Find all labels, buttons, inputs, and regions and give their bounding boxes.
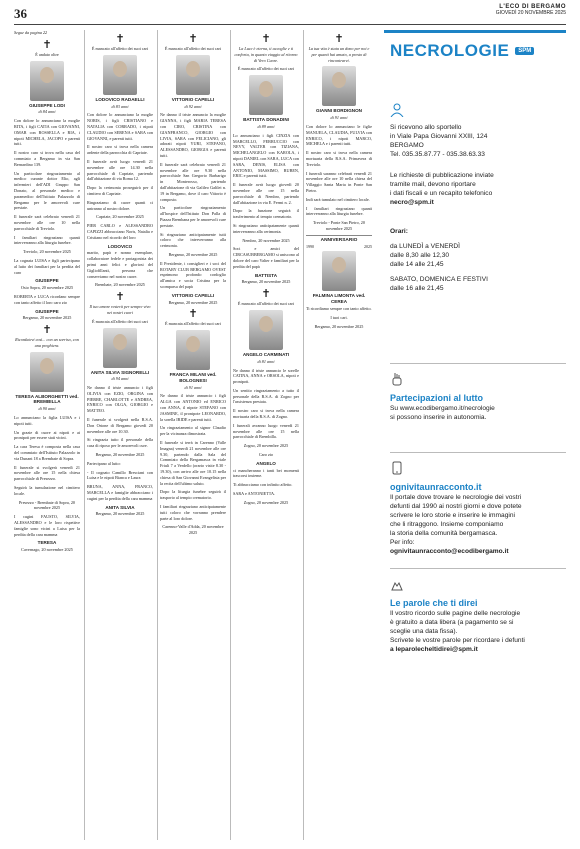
cross-icon: ✝ [115, 290, 125, 304]
deceased-name: TERESA [37, 540, 57, 546]
office-line: BERGAMO [390, 142, 424, 149]
notice-text: Il Presidente, i consiglieri e i soci del ROTARY CLUB BERGAMO OVEST esprimono profondo cordoglio all'amica e socia Cristina per la scomparsa del papà [160, 260, 226, 289]
notice-place-date: Zogno, 20 novembre 2025 [243, 499, 289, 505]
notice-place-date: Bergamo, 20 novembre 2025 [168, 299, 218, 305]
parole-email[interactable]: a leparolecheltidirei@spm.it [390, 646, 478, 653]
notice-text: Si ringraziano anticipatamente tutti coloro che interverranno alla cerimonia. [160, 231, 226, 249]
notice-intro: La tua vita è stata un dono per noi e per quanti hai amato, a presto di rincontrarvi. [308, 46, 370, 63]
ognivita-line: Per info: [390, 539, 415, 546]
header-rule [14, 24, 566, 25]
notice-text: Un ringraziamento al signor Claudio per la vicinanza dimostrata. [160, 425, 226, 437]
notice-text: La cognata LUISA e figli partecipano al lutto dei familiari per la perdita del caro [14, 257, 80, 275]
column-divider [157, 30, 158, 840]
hand-icon [390, 372, 404, 386]
notice-intro: Ricordatevi così... con un sorriso, con una preghiera. [15, 337, 79, 348]
deceased-name: VITTORIO CAPELLI [171, 96, 215, 102]
hands-icon [390, 577, 404, 591]
cross-icon: ✝ [334, 32, 344, 45]
portrait-photo [103, 328, 137, 368]
notice-place-date: Bergamo, 20 novembre 2025 [241, 279, 291, 285]
notice-intro: È mancato all'affetto dei suoi cari [237, 66, 295, 72]
sidebar-divider [390, 363, 566, 364]
notice-text: Si ringraziano anticipatamente quanti interverranno alla cerimonia. [233, 222, 299, 234]
portrait-photo [103, 55, 137, 95]
column-3 [160, 30, 226, 840]
ognivita-line: defunti dal 1990 ai nostri giorni e dove potete [390, 503, 522, 510]
deceased-name: GIANNI BORDIGNON [316, 108, 362, 114]
notice-text: ci mancheranno i tanti bei momenti trascorsi insieme. [233, 467, 299, 479]
notice-text: Un grazie di cuore ai nipoti e ai pronipoti per essere stati vicini. [14, 429, 80, 441]
notice-intro: È mancato all'affetto dei suoi cari [237, 301, 295, 307]
column-divider [303, 30, 304, 840]
notice-text: Lo annunciano la figlia LUISA e i nipoti tutti. [14, 415, 80, 426]
notice-text: BRUNA, ANNA, FRANCO, MARCELLA e famiglie abbracciano i cugini per la perdita della cara mamma [87, 484, 153, 501]
ognivita-line: Il portale dove trovare le necrologie dei vostri [390, 494, 522, 501]
notice-text: Il nostro caro si trova nella camera ardente della parrocchia di Capriate. [87, 144, 153, 156]
column-4 [233, 30, 299, 840]
cross-icon: ✝ [42, 37, 52, 51]
paper-masthead [496, 4, 566, 16]
deceased-name: TERESA ALBORGHETTI ved. BREMBILLA [15, 393, 79, 405]
notice-text: SARA e ANTONIETTA. [233, 491, 276, 497]
anniversary-heading: ANNIVERSARIO [306, 235, 372, 244]
notice-text: I cugini FAUSTO, SILVIA, ALESSANDRO e le loro rispettive famiglie sono vicini a Luisa per la perdita della cara mamma [14, 514, 80, 537]
deceased-name: FRANCA MILANI ved. BOLOGNESI [169, 372, 217, 383]
notice-text: Soci e amici del CIRCASUBBERGAMO si uniscono al dolore del caro Valter e familiari per la perdita del papà [233, 246, 299, 269]
notice-text: Un particolare ringraziamento al medico curante dottor Elio, agli infermieri dell'ADI Gruppo San Donato, al personale medico e paramedico dell'Istituto Palazzolo di Bergamo per le amorevoli cure prestate. [14, 170, 80, 211]
office-line: Si ricevono allo sportello [390, 124, 462, 131]
notice-text: Con dolore lo annunciano la moglie RITA, i figli CATIA con GIOVANNI, OMAR con ROSSELLA e RIA, i nipoti MICHELA, JACOPO e parenti tutti. [14, 118, 80, 147]
portrait-photo [30, 61, 64, 101]
cross-icon: ✝ [188, 307, 198, 321]
notice-text: Il nostro caro si trova nella camera mortuaria della R.S.A. Primavera di Treviolo. [306, 150, 372, 167]
notice-text: Con dolore lo annunciano le figlie MANUELA, CLAUDIA, FULVIA con ENRICO, i nipoti MARCO, MICHELA e i parenti tutti. [306, 123, 372, 147]
notice-intro: La Luce è eterna, ti accoglie e ti conforta, in quanto viaggio al ritorno di Vero Cuore. [234, 46, 298, 63]
sidebar-top [384, 30, 566, 61]
ognivita-title[interactable]: ognivitaunracconto.it [390, 482, 482, 492]
ognivita-email[interactable]: ognivitaunracconto@ecodibergamo.it [390, 548, 509, 555]
sidebar-brand [390, 41, 566, 61]
notice-text: I familiari ringraziano quanti interverranno alla liturgia funebre. [14, 234, 80, 246]
notice-text: - Il cognato Camillo Bresciani con Luisa e le nipoti Bianca e Laura [87, 469, 153, 481]
notice-text: Ti abbracciamo con infinito affetto. [233, 482, 293, 488]
mail-line: tramite mail, devono riportare [390, 181, 476, 188]
portrait-photo [322, 251, 356, 291]
deceased-age: di 83 anni [111, 103, 129, 109]
deceased-name: PALMINA LIMONTA ved. CEREA [312, 293, 366, 305]
deceased-age: di 89 anni [257, 123, 275, 129]
deceased-age: di 90 anni [38, 406, 56, 412]
notice-text: Con dolore lo annunciano la moglie NORIS, i figli CRISTIANO e NATALIA con CORRADO, i nipoti CLAUDIO con SERENA e SARA con GIOVANNI, e parenti tutti. [87, 112, 153, 141]
notice-intro: Partecipano al lutto: [87, 460, 121, 466]
notice-text: Si ringrazia tutto il personale della casa di riposo per le amorevoli cure. [87, 437, 153, 449]
partecipazioni-title: Partecipazioni al lutto [390, 393, 484, 403]
anniversary-years [306, 244, 372, 250]
notice-intro: Caro zio [258, 452, 274, 458]
portrait-photo [249, 310, 283, 350]
sidebar-divider [390, 452, 566, 453]
ognivita-line: che li ritraggono. Insieme componiamo [390, 521, 504, 528]
spm-logo: SPM [515, 47, 534, 55]
deceased-name: GIUSEPPE [35, 278, 59, 284]
cross-icon: ✝ [188, 32, 198, 45]
notice-text: Il funerale sarà celebrato venerdì 21 novembre alle ore 9.30 nella parrocchiale San Gregorio Barbarigo in Monterosso, partendo dall'abitazione di via Galileo Galilei n. 19 in Bergamo, dove il caro Vittorio è composto. [160, 161, 226, 202]
notice-text: Il nostro caro si trova nella casa del commiato a Bergamo in via San Bernardino 139. [14, 150, 80, 167]
page-number: 36 [14, 6, 27, 21]
mail-line: i dati fiscali e un recapito telefonico [390, 190, 493, 197]
notice-text: Il funerale sarà celebrato venerdì 21 novembre alle ore 10 nella parrocchiale di Treviolo. [14, 214, 80, 231]
office-phone: Tel. 035.35.87.77 - 035.38.63.33 [390, 151, 485, 158]
deceased-name: LODOVICO [107, 243, 133, 249]
partecipazioni-link[interactable]: Su www.ecodibergamo.it/necrologie [390, 405, 495, 412]
notice-text: Il funerale si svolgerà nella R.S.A. Don Orione di Bergamo giovedì 20 novembre alle ore 10.30. [87, 417, 153, 434]
paper-name: L'ECO DI BERGAMO [499, 4, 566, 10]
deceased-name: BATTISTA DONADINI [243, 117, 289, 123]
notice-intro: È andato oltre [35, 51, 59, 57]
mail-address[interactable]: necro@spm.it [390, 199, 434, 206]
portrait-photo [30, 352, 64, 392]
deceased-name: BATTISTA [254, 272, 278, 278]
portrait-photo [176, 330, 210, 370]
year-from: 1990 [306, 243, 314, 249]
notice-text: Il funerale si terrà in Carenno (Valle Imagna) venerdì 21 novembre alle ore 9.30, partendo dalla Sala del Commiato della Bergamasca in viale Friuli 7 a Verdello (orario visite 8.30 - 19.30), con arrivo alle ore 10.15 nella chiesa di San Giovanni Evangelista per la recita dell'ultimo saluto. [160, 440, 226, 486]
ognivita-line: scrivere le loro storie e inserire le immagini [390, 512, 515, 519]
notice-place-date: Capriate, 20 novembre 2025 [96, 214, 144, 220]
deceased-age: di 84 anni [38, 109, 56, 115]
ognivita-block [390, 461, 566, 556]
notice-place-date: Bergamo, 20 novembre 2025 [168, 251, 218, 257]
hours-line: dalle 8,30 alle 12,30 [390, 252, 450, 259]
notice-text: Dopo la funzione seguirà il trasferimento al tempio crematorio. [233, 208, 299, 220]
notice-place-date: Bergamo, 20 novembre 2025 [22, 315, 72, 321]
notice-text: Il funerale si svolgerà venerdì 21 novembre alle ore 15 nella chiesa parrocchiale di Presezzo. [14, 464, 80, 482]
partecipazioni-block [390, 372, 566, 422]
notice-text: Lo annunciano i figli CINZIA con MARCELLO, FERRUCCIO con NEVY, VALTER con TIZIANA, MICHELANGELO con KAROLA, i nipoti DANIEL con SARA, LUCA con SARA, DENIS, ELISA con ANTONIO, MASSIMO, RUBEN, ERIC e parenti tutti. [233, 132, 299, 179]
hours-line: SABATO, DOMENICA E FESTIVI [390, 276, 488, 283]
hours-title: Orari: [390, 228, 408, 235]
notice-text: Il nostro caro si trova nella camera mortuaria della R.S.A. di Zogno. [233, 408, 299, 420]
notice-intro: È mancata all'affetto dei suoi cari [92, 318, 148, 324]
notice-place-date: Carenno-Valle d'Adda, 20 novembre 2025 [162, 524, 224, 536]
paper-date: GIOVEDÌ 20 NOVEMBRE 2025 [495, 10, 566, 16]
notice-text: Ne danno il triste annuncio i figli OLIVIA con EZIO, ORGINA con PIERRE, CHARLOTTE e ANDREA, ENRICO con OLGA, GIORGIO e MATTEO. [87, 385, 153, 414]
notice-place-date: Bergamo, 20 novembre 2025 [314, 323, 364, 329]
notice-place-date: Brembate, 20 novembre 2025 [95, 282, 145, 288]
deceased-name: ANGELO CARMINATI [242, 351, 290, 357]
notice-place-date: Osio Sopra, 20 novembre 2025 [20, 285, 74, 291]
notice-text: I familiari ringraziano anticipatamente tutti coloro che vorranno prendere parte al loro dolore. [160, 504, 226, 521]
cross-icon: ✝ [261, 287, 271, 301]
obituary-columns [14, 30, 374, 840]
notice-text: I tuoi cari. [330, 314, 348, 320]
hours-line: dalle 16 alle 21,45 [390, 285, 444, 292]
notice-text: Ringraziamo di cuore quanti ci uniranno al nostro dolore. [87, 199, 153, 211]
parole-line: è gratuito a data libera (a pagamento se si [390, 619, 514, 626]
deceased-age: di 94 anni [111, 376, 129, 382]
notice-place-date: Zogno, 20 novembre 2025 [243, 443, 289, 449]
parole-line: Scrivete le vostre parole per ricordare i defunti [390, 637, 525, 644]
notice-intro: È mancato all'affetto dei suoi cari [91, 46, 149, 51]
notice-text: Un particolare ringraziamento all'hospice dell'Istituto Don Palla di Piazza Brembana per le amorevoli cure prestate. [160, 205, 226, 228]
deceased-name: ANITA SILVIA SIGNORELLI [90, 369, 150, 375]
deceased-age: di 91 anni [330, 115, 348, 121]
sidebar-title: NECROLOGIE [390, 41, 510, 60]
notice-text: ROBERTA e LUCA ricordano sempre con tanto affetto il loro caro zio [14, 293, 80, 305]
notice-text: Dopo la cerimonia proseguirà per il cimitero di Capriate. [87, 185, 153, 196]
deceased-name: GIUSEPPE [35, 308, 59, 314]
continued-from: Segue da pagina 22 [14, 30, 48, 35]
hours-line: dalle 14 alle 21,45 [390, 261, 444, 268]
notice-intro: È mancato all'affetto dei suoi cari [164, 46, 222, 51]
deceased-age: di 91 anni [184, 384, 202, 390]
deceased-name: LODOVICO RADAELLI [95, 96, 145, 102]
notice-text: I funerali saranno celebrati venerdì 21 novembre alle ore 10 nella chiesa del Villaggio Santa Maria in Ponte San Pietro. [306, 170, 372, 193]
deceased-name: ANITA SILVIA [105, 504, 135, 510]
partecipazioni-line: si possono inserire in autonomia. [390, 414, 487, 421]
notice-text: Ne danno il triste annuncio la moglie GIANNA, i figli MARIA TERESA con CIRO, CRISTINA con GIANFRANCO, GIORGIO con LIVIA, SARA con FELICIANO, gli adorati nipoti YURI, STEFANO, ALESSANDRO, GIORGIA e parenti tutti. [160, 112, 226, 158]
notice-text: La cara Teresa è composta nella casa del commiato dell'Istituto Palazzolo in via Dunant 18 a Brembate di Sopra. [14, 444, 80, 461]
parole-line: sceglie una data fissa). [390, 628, 458, 635]
cross-icon: ✝ [42, 323, 52, 337]
notice-text: PIER CARLO e ALESSANDRO CAPIZZI abbracciano Noris, Natalia e Cristiano nel ricordo del loro [87, 223, 153, 240]
notice-place-date: Cavernago, 20 novembre 2025 [21, 547, 73, 553]
office-info [390, 103, 566, 159]
phone-icon [390, 461, 404, 475]
notice-text: Ne danno il triste annuncio le sorelle CATINA, ANNA e ORSOLA, nipoti e pronipoti. [233, 367, 299, 385]
column-2 [87, 30, 153, 840]
portrait-photo [322, 66, 356, 106]
portrait-photo [176, 55, 210, 95]
deceased-name: VITTORIO CAPELLI [171, 292, 215, 298]
deceased-age: di 81 anni [257, 358, 275, 364]
parole-block [390, 577, 566, 654]
notice-text: I funerali avranno luogo venerdì 21 novembre alle ore 15 nella parrocchiale di Brembilla. [233, 422, 299, 440]
notice-intro: È mancata all'affetto dei suoi cari [165, 321, 221, 327]
parole-line: Il vostro ricordo sulle pagine delle necrologie [390, 610, 521, 617]
person-icon [390, 103, 404, 117]
notice-place-date: Bergamo, 20 novembre 2025 [95, 452, 145, 458]
notice-text: I familiari ringraziano quanti interverranno alla liturgia funebre. [306, 205, 372, 217]
column-divider [230, 30, 231, 840]
year-to: 2025 [364, 243, 372, 249]
notice-place-date: Treviolo - Ponte San Pietro, 20 novembre 2025 [313, 220, 365, 231]
necrologie-sidebar [384, 30, 566, 840]
notice-text: Il funerale avrà luogo giovedì 20 novembre alle ore 15 nella parrocchiale di Nembro, partendo dall'abitazione in via E. Fermi n. 2. [233, 182, 299, 205]
sidebar-divider [390, 568, 566, 569]
notice-place-date: Bergamo, 20 novembre 2025 [95, 511, 145, 517]
deceased-name: ANGELO [256, 460, 276, 466]
hours-line: da LUNEDÌ a VENERDÌ [390, 243, 460, 250]
deceased-age: di 92 anni [184, 103, 202, 109]
notice-intro: Il tuo amore resterà per sempre vivo nei nostri cuori [89, 304, 151, 315]
deceased-name: GIUSEPPE LODI [29, 102, 65, 108]
mail-line: Le richieste di pubblicazione inviate [390, 172, 494, 179]
notice-text: marito, papà e nonno esemplare, collaboratore fedele e protagonista dei primi anni felici e gloriosi del Gigliofillanti, persona che conserviamo nel nostro cuore. [87, 250, 153, 279]
office-line: in Viale Papa Giovanni XXIII, 124 [390, 133, 488, 140]
ognivita-line: la storia della comunità bergamasca. [390, 530, 498, 537]
hours-info [390, 227, 566, 293]
cross-icon: ✝ [115, 32, 125, 45]
notice-text: Ne danno il triste annuncio i figli ALGA con ANTONIO ed ENRICO con ANNA, il nipote STEFANO con JASMINE, il pronipote LEONARDO, la sorella IRIDE e parenti tutti. [160, 393, 226, 422]
notice-text: Ti ricordiamo sempre con tanto affetto. [306, 305, 372, 311]
mail-info [390, 171, 566, 207]
cross-icon: ✝ [261, 32, 271, 45]
notice-text: Indi sarà tumulato nel cimitero locale. [306, 196, 370, 202]
notice-place-date: Treviolo, 20 novembre 2025 [23, 249, 71, 255]
portrait-photo [249, 75, 283, 115]
notice-text: Un sentito ringraziamento a tutto il personale della R.S.A. di Zogno per l'assistenza prestata. [233, 387, 299, 405]
notice-place-date: Presezzo - Brembate di Sopra, 20 novembre 2025 [18, 499, 76, 511]
notice-text: Dopo la liturgia funebre seguirà il trasporto al tempio crematorio. [160, 489, 226, 501]
parole-title: Le parole che ti direi [390, 598, 478, 608]
notice-text: Seguirà la tumulazione nel cimitero locale. [14, 485, 80, 496]
column-5 [306, 30, 372, 840]
notice-text: Il funerale avrà luogo venerdì 21 novembre alle ore 14.30 nella parrocchiale di Capriate, partendo dall'abitazione di via Roma 12. [87, 158, 153, 182]
column-1 [14, 30, 80, 840]
column-divider [84, 30, 85, 840]
notice-place-date: Nembro, 20 novembre 2025 [242, 237, 290, 243]
